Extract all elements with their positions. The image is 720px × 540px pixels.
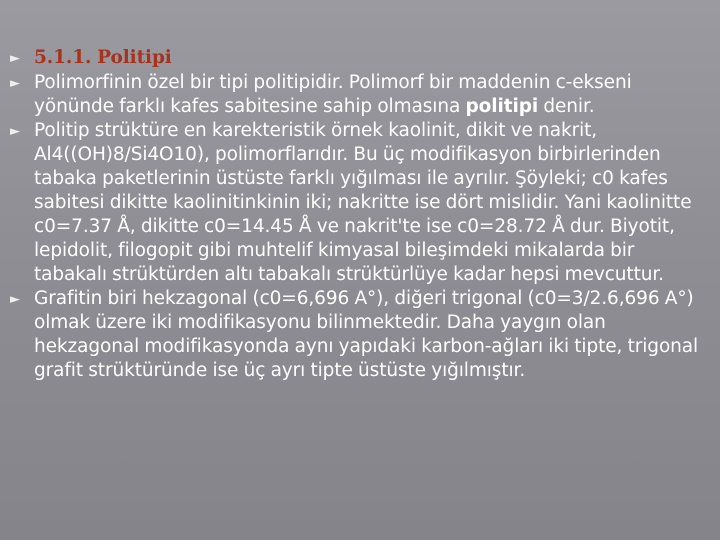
- bullet-arrow-icon: ►: [10, 292, 20, 307]
- bold-term: politipi: [465, 96, 539, 117]
- bullet-arrow-icon: ►: [10, 124, 20, 139]
- bullet-text: [34, 71, 710, 119]
- bullet-heading: [10, 46, 710, 71]
- bullet-text-part: Polimorfinin özel bir tipi politipidir. Polimorf bir maddenin c-ekseni yönünde farklı kafes sabitesine sahip olmasına: [34, 72, 632, 117]
- bullet-list: [10, 46, 710, 383]
- bullet-arrow-icon: ►: [10, 76, 20, 91]
- section-heading: 5.1.1. Politipi: [34, 47, 172, 68]
- bullet-politip-structure: [10, 119, 710, 287]
- bullet-politipi-definition: [10, 71, 710, 119]
- bullet-arrow-icon: ►: [10, 51, 20, 66]
- bullet-text: Grafitin biri hekzagonal (c0=6,696 A°), diğeri trigonal (c0=3/2.6,696 A°) olmak üzere iki modifikasyonu bilinmektedir. Daha yaygın olan hekzagonal modifikasyonda aynı yapıdaki karbon-ağları iki tipte, trigonal grafit strüktüründe ise üç ayrı tipte üstüste yığılmıştır.: [34, 288, 699, 381]
- bullet-graphite: [10, 287, 710, 383]
- bullet-text-part: denir.: [538, 96, 595, 117]
- bullet-text: Politip strüktüre en karekteristik örnek kaolinit, dikit ve nakrit, Al4((OH)8/Si4O10), polimorflarıdır. Bu üç modifikasyon birbirlerinden tabaka paketlerinin üstüste farklı yığılması ile ayrılır. Şöyleki; c0 kafes sabitesi dikitte kaolinitinkinin iki; nakritte ise dört mislidir. Yani kaolinitte c0=7.37 Å, dikitte c0=14.45 Å ve nakrit'te ise c0=28.72 Å dur. Biyotit, lepidolit, filogopit gibi muhtelif kimyasal bileşimdeki mikalarda bir tabakalı strüktürden altı tabakalı strüktürlüye kadar hepsi mevcuttur.: [34, 120, 692, 285]
